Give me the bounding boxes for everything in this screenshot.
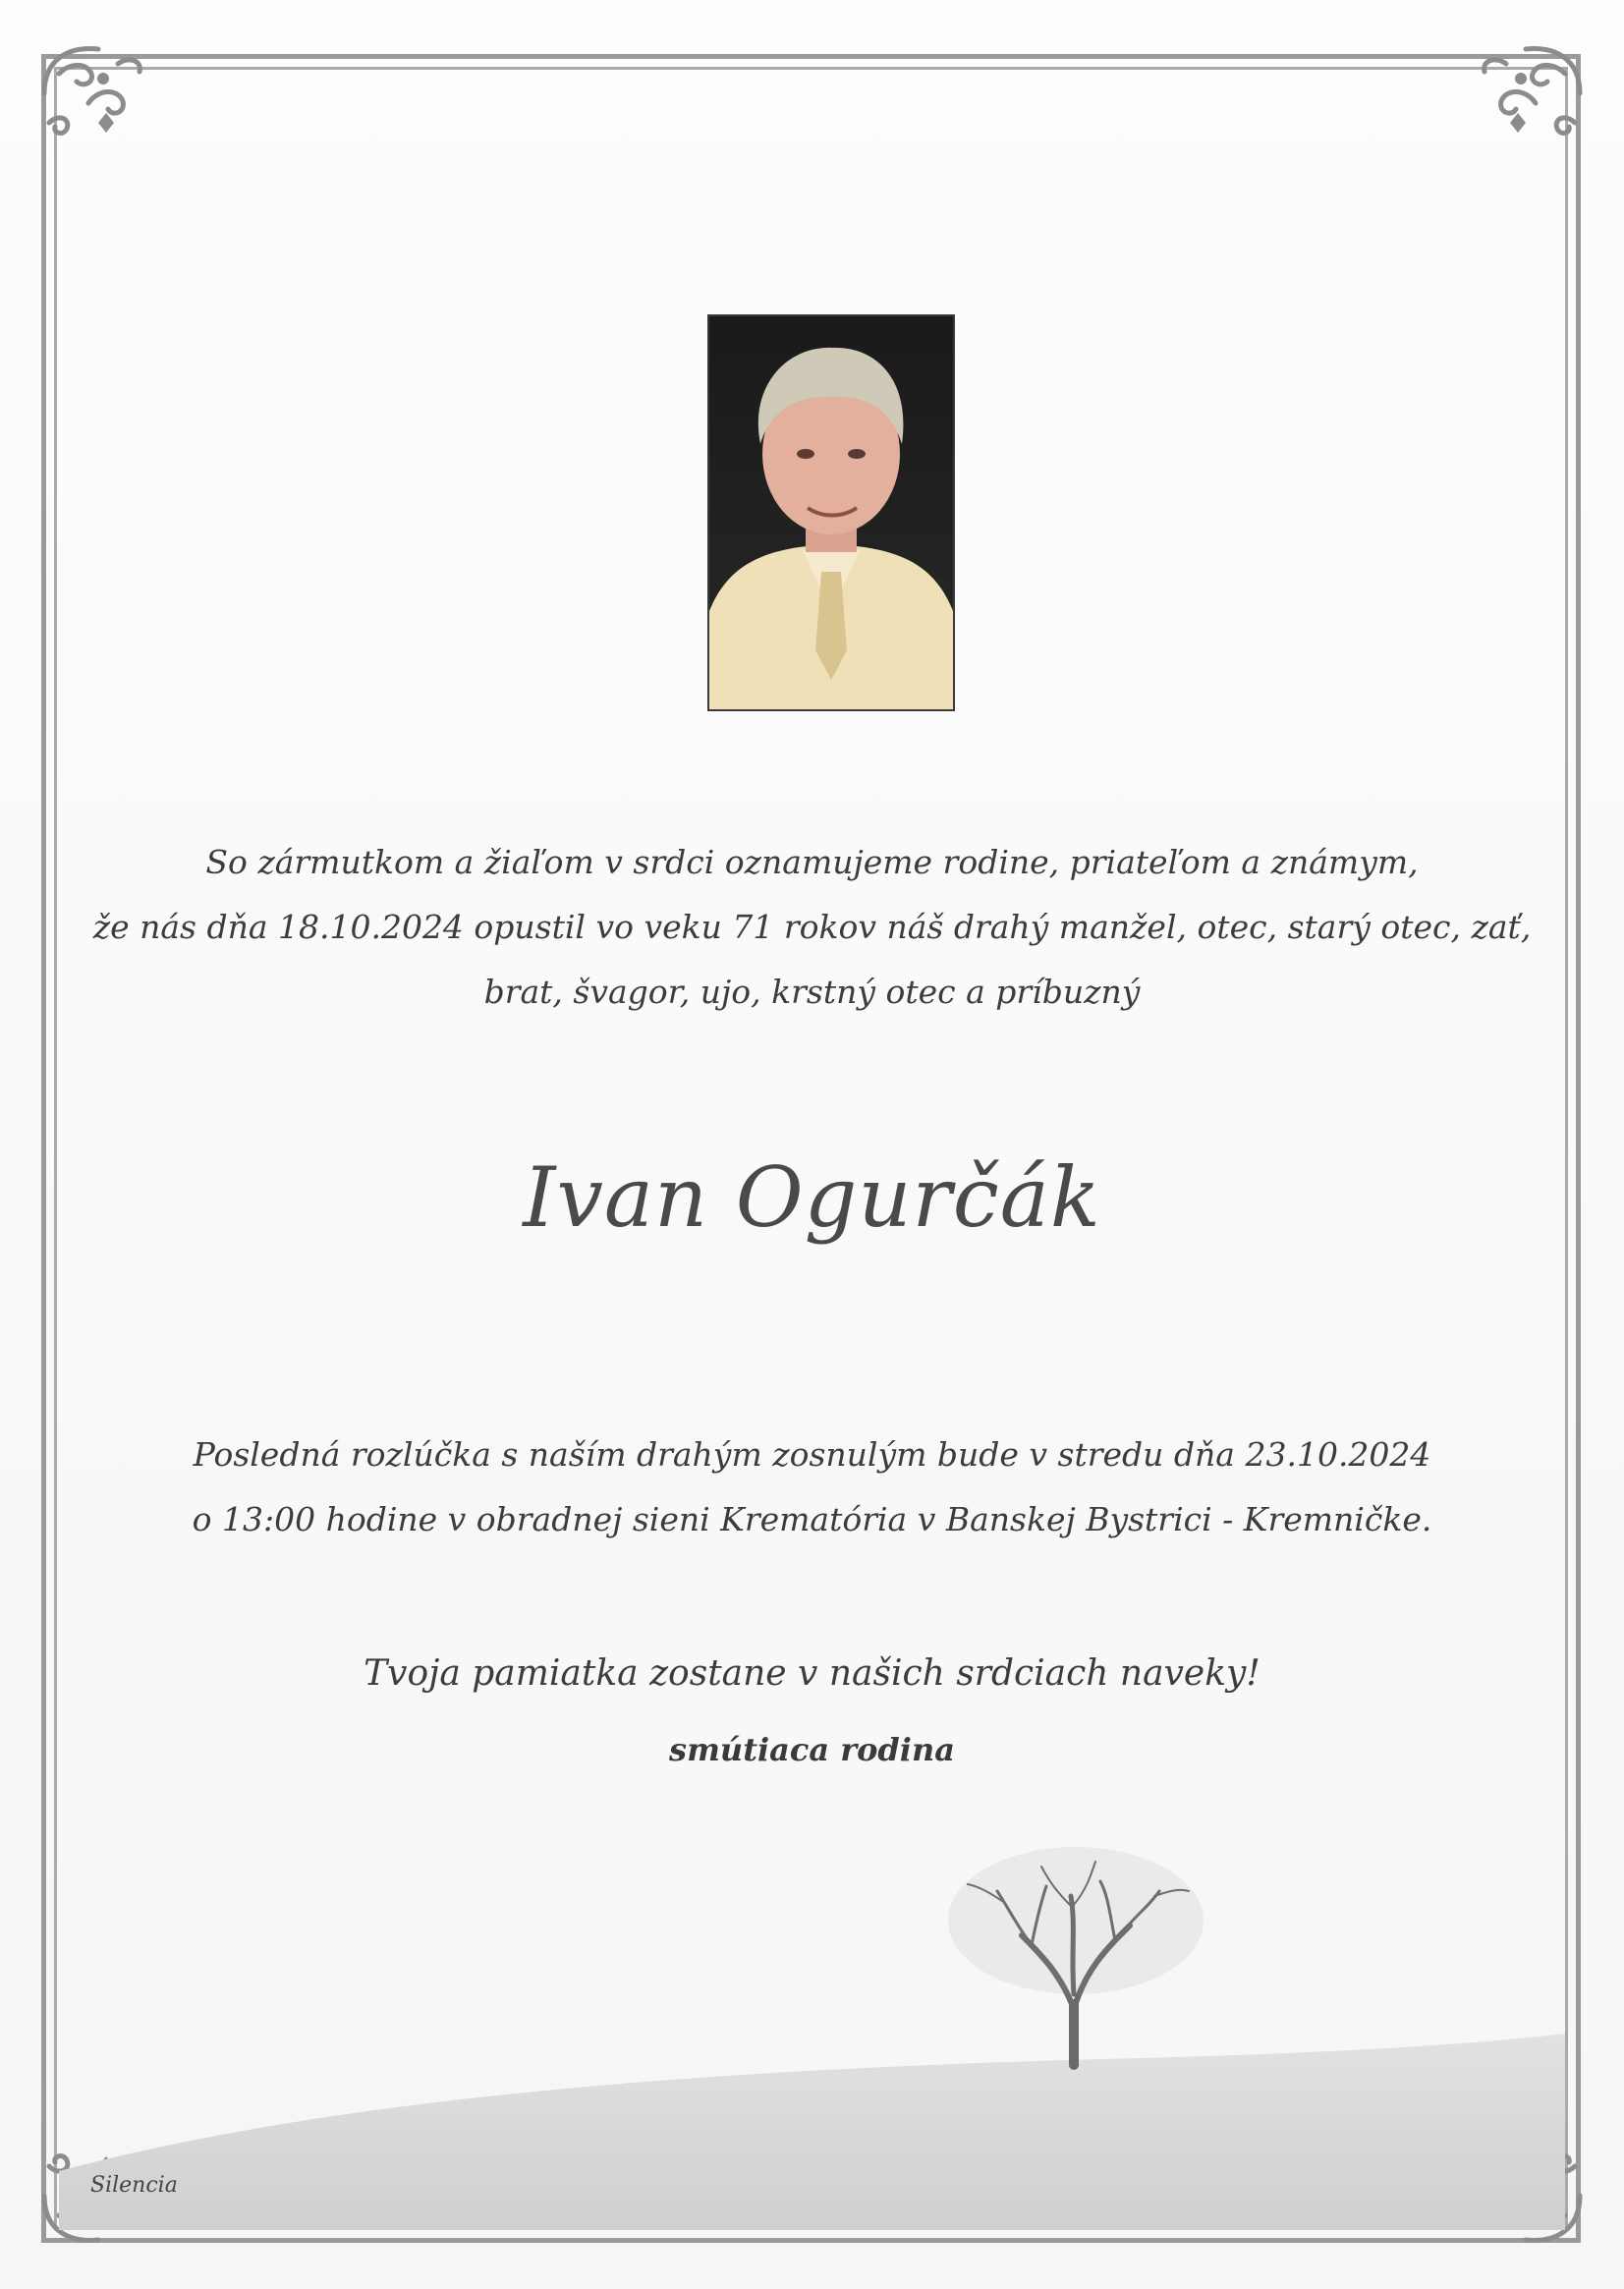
announcement-line: brat, švagor, ujo, krstný otec a príbuzný [483, 973, 1141, 1011]
announcement-text [0, 830, 1624, 1025]
funeral-line: Posledná rozlúčka s naším drahým zosnulým bude v stredu dňa 23.10.2024 [193, 1435, 1431, 1474]
funeral-line: o 13:00 hodine v obradnej sieni Krematória v Banskej Bystrici - Kremničke. [192, 1500, 1432, 1538]
announcement-line: So zármutkom a žiaľom v srdci oznamujeme rodine, priateľom a známym, [205, 843, 1419, 881]
deceased-name: Ivan Ogurčák [523, 1149, 1101, 1246]
brand-mark: Silencia [90, 2173, 178, 2198]
memorial-motto: Tvoja pamiatka zostane v našich srdciach naveky! [364, 1653, 1260, 1694]
portrait-photo [707, 314, 955, 711]
ornament-corner-top-right [1447, 34, 1595, 182]
ornament-corner-top-left [29, 34, 177, 182]
announcement-line: že nás dňa 18.10.2024 opustil vo veku 71 rokov náš drahý manžel, otec, starý otec, zať, [92, 908, 1532, 946]
landscape-tree-illustration [59, 1847, 1565, 2230]
funeral-details [0, 1423, 1624, 1552]
family-signature: smútiaca rodina [669, 1731, 955, 1768]
portrait-figure [709, 316, 953, 709]
